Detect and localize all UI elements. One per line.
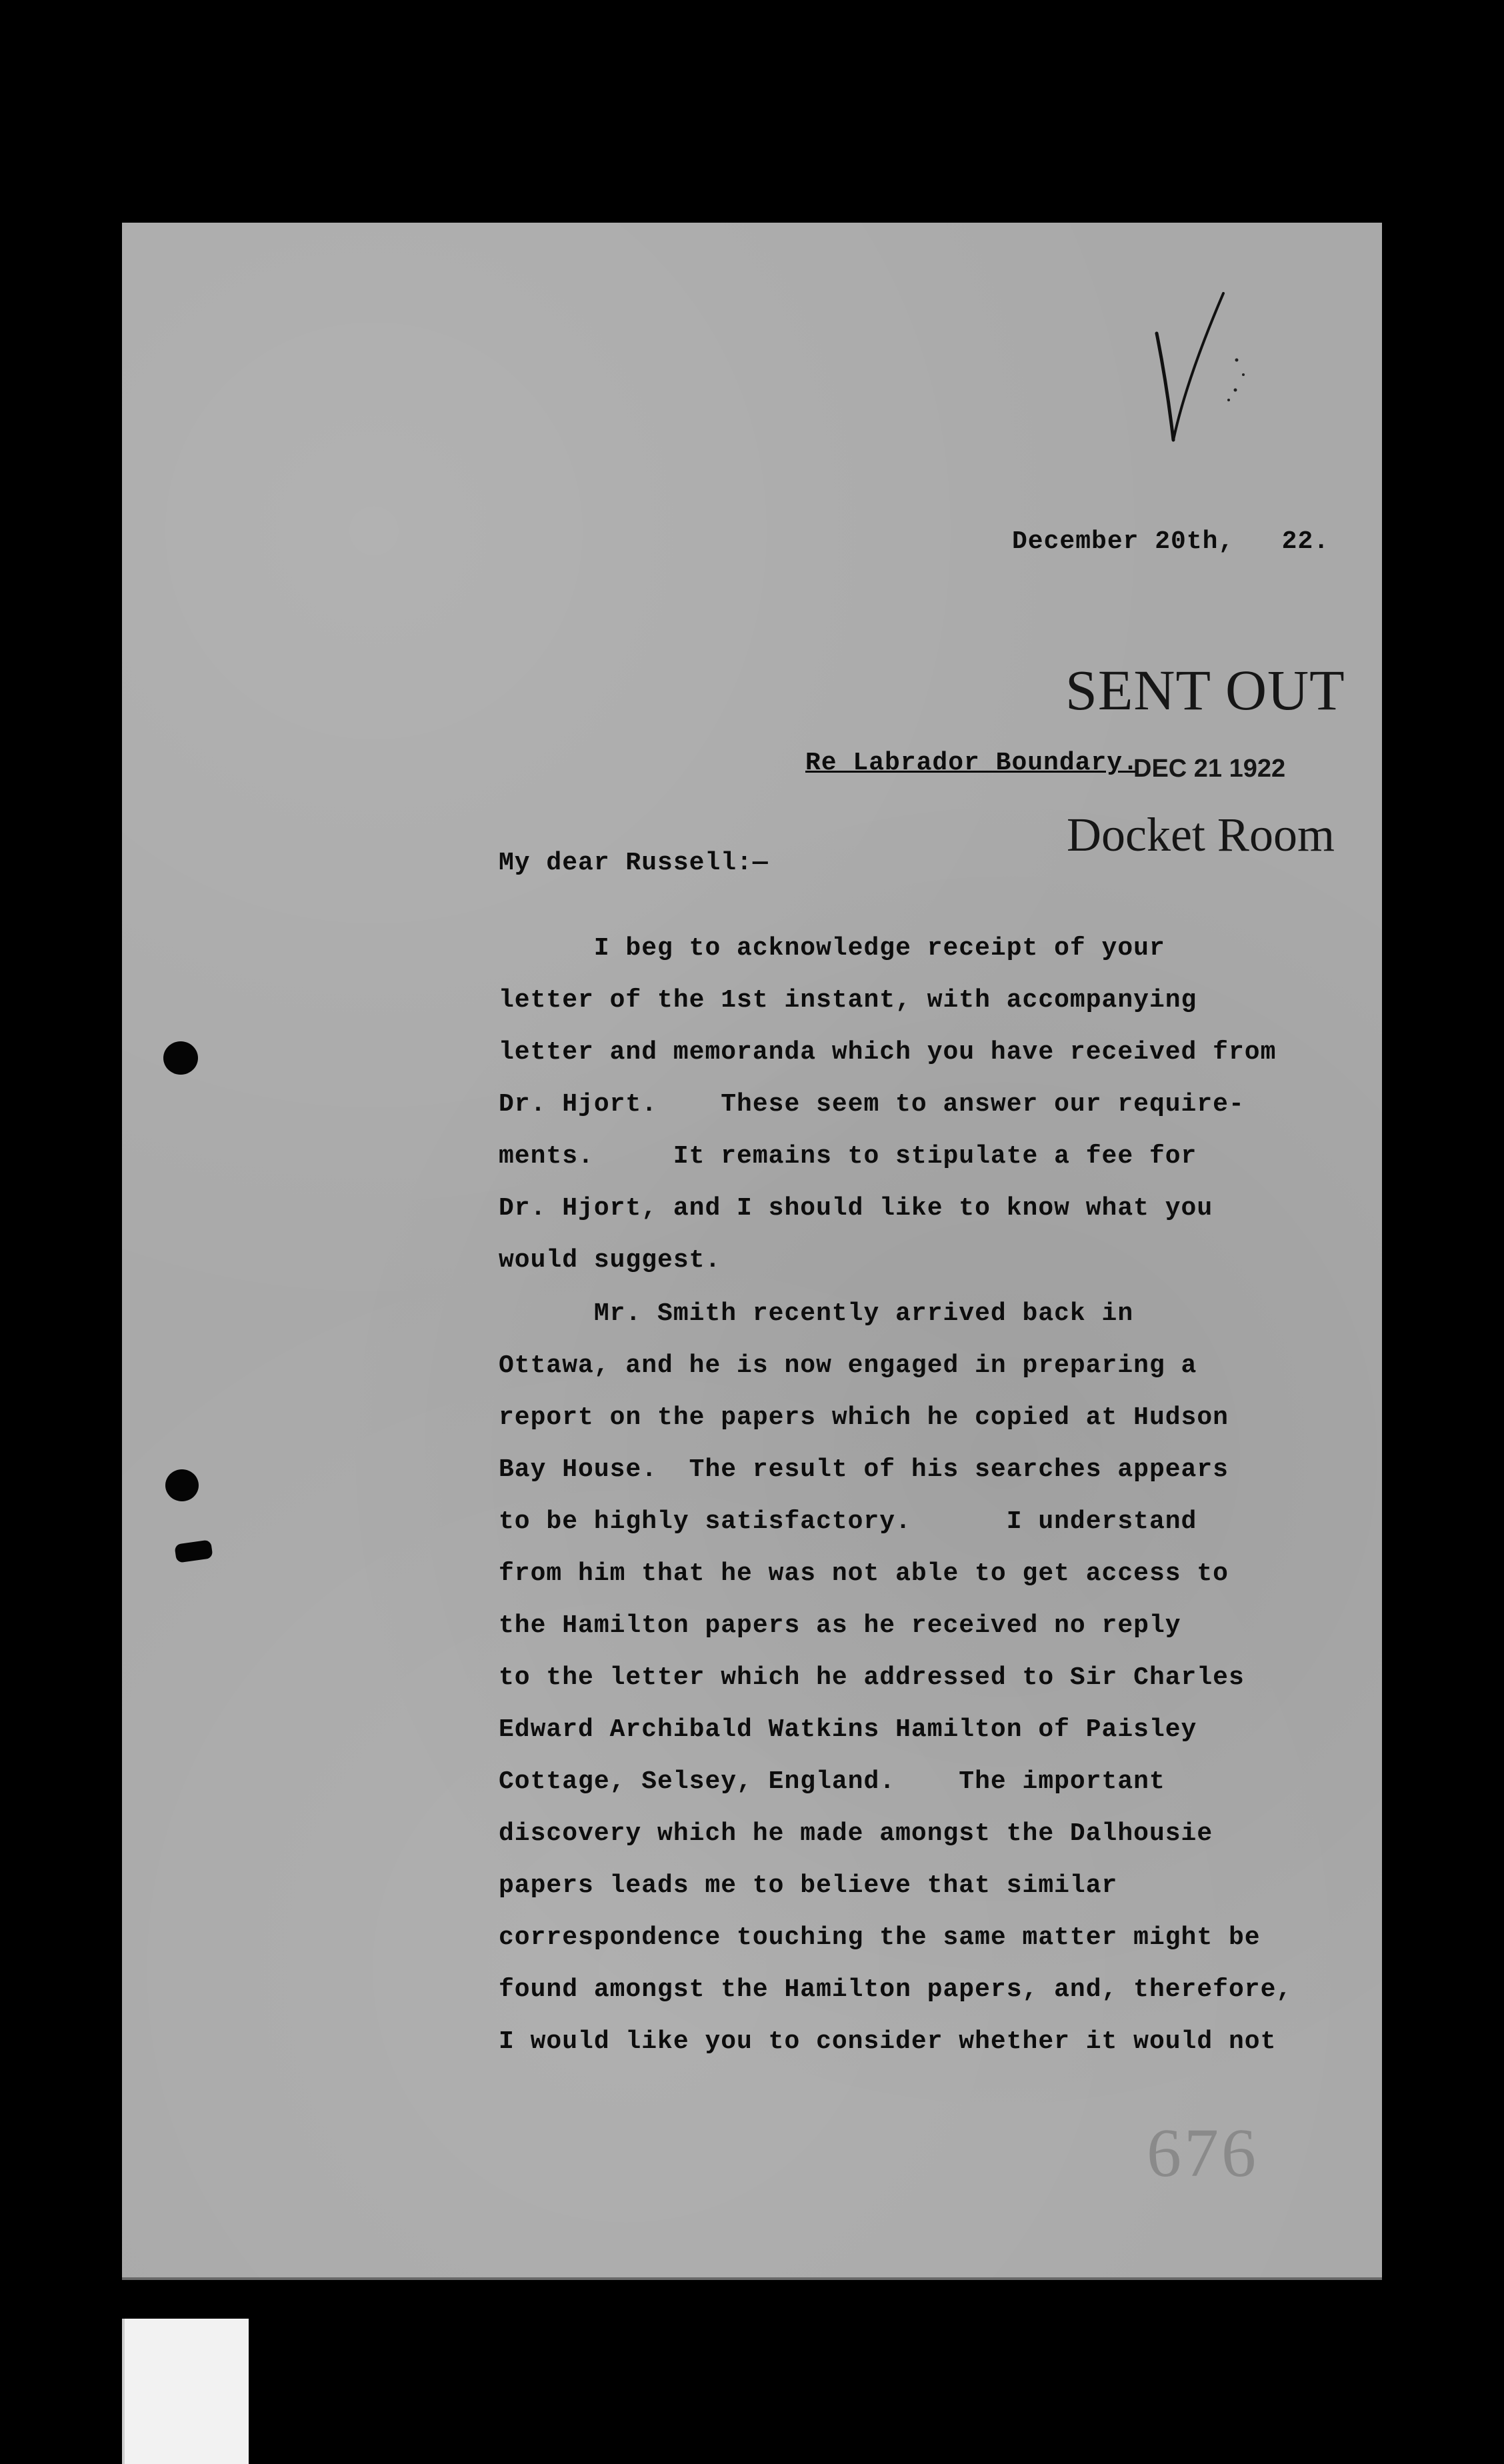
punch-hole-top bbox=[163, 1041, 198, 1075]
body-line: Ottawa, and he is now engaged in preparing a bbox=[499, 1351, 1197, 1380]
body-line: from him that he was not able to get access to bbox=[499, 1559, 1229, 1588]
body-line: ments. It remains to stipulate a fee for bbox=[499, 1142, 1197, 1171]
body-line: Edward Archibald Watkins Hamilton of Paisley bbox=[499, 1715, 1197, 1744]
index-tab bbox=[122, 2319, 249, 2464]
sent-out-stamp: SENT OUT bbox=[1065, 658, 1345, 722]
punch-hole-middle bbox=[165, 1469, 199, 1501]
body-line: found amongst the Hamilton papers, and, therefore, bbox=[499, 1975, 1293, 2004]
page-edge bbox=[122, 2277, 1382, 2280]
body-line: I would like you to consider whether it would not bbox=[499, 2027, 1277, 2056]
index-tab-edge bbox=[122, 2319, 125, 2464]
body-line: letter of the 1st instant, with accompanying bbox=[499, 986, 1197, 1015]
body-line: Mr. Smith recently arrived back in bbox=[499, 1299, 1134, 1328]
body-line: would suggest. bbox=[499, 1246, 721, 1275]
body-line: Cottage, Selsey, England. The important bbox=[499, 1767, 1165, 1796]
body-line: Bay House. The result of his searches appears bbox=[499, 1455, 1229, 1484]
body-line: to be highly satisfactory. I understand bbox=[499, 1507, 1197, 1536]
body-line: the Hamilton papers as he received no reply bbox=[499, 1611, 1181, 1640]
body-line: report on the papers which he copied at Hudson bbox=[499, 1403, 1229, 1432]
salutation: My dear Russell:— bbox=[499, 849, 769, 877]
handwritten-check-mark bbox=[1143, 287, 1257, 460]
body-line: I beg to acknowledge receipt of your bbox=[499, 934, 1165, 963]
body-line: correspondence touching the same matter might be bbox=[499, 1923, 1261, 1952]
body-line: letter and memoranda which you have received from bbox=[499, 1038, 1277, 1067]
folio-number: 676 bbox=[1147, 2115, 1259, 2191]
body-line: Dr. Hjort, and I should like to know what you bbox=[499, 1194, 1213, 1223]
subject-line: Re Labrador Boundary. bbox=[805, 749, 1139, 777]
stamp-date: DEC 21 1922 bbox=[1133, 755, 1286, 783]
letter-date: December 20th, 22. bbox=[1012, 527, 1330, 556]
body-line: to the letter which he addressed to Sir Charles bbox=[499, 1663, 1245, 1692]
body-line: Dr. Hjort. These seem to answer our require- bbox=[499, 1090, 1245, 1119]
docket-room-stamp: Docket Room bbox=[1067, 808, 1335, 861]
body-line: discovery which he made amongst the Dalhousie bbox=[499, 1819, 1213, 1848]
body-line: papers leads me to believe that similar bbox=[499, 1871, 1118, 1900]
